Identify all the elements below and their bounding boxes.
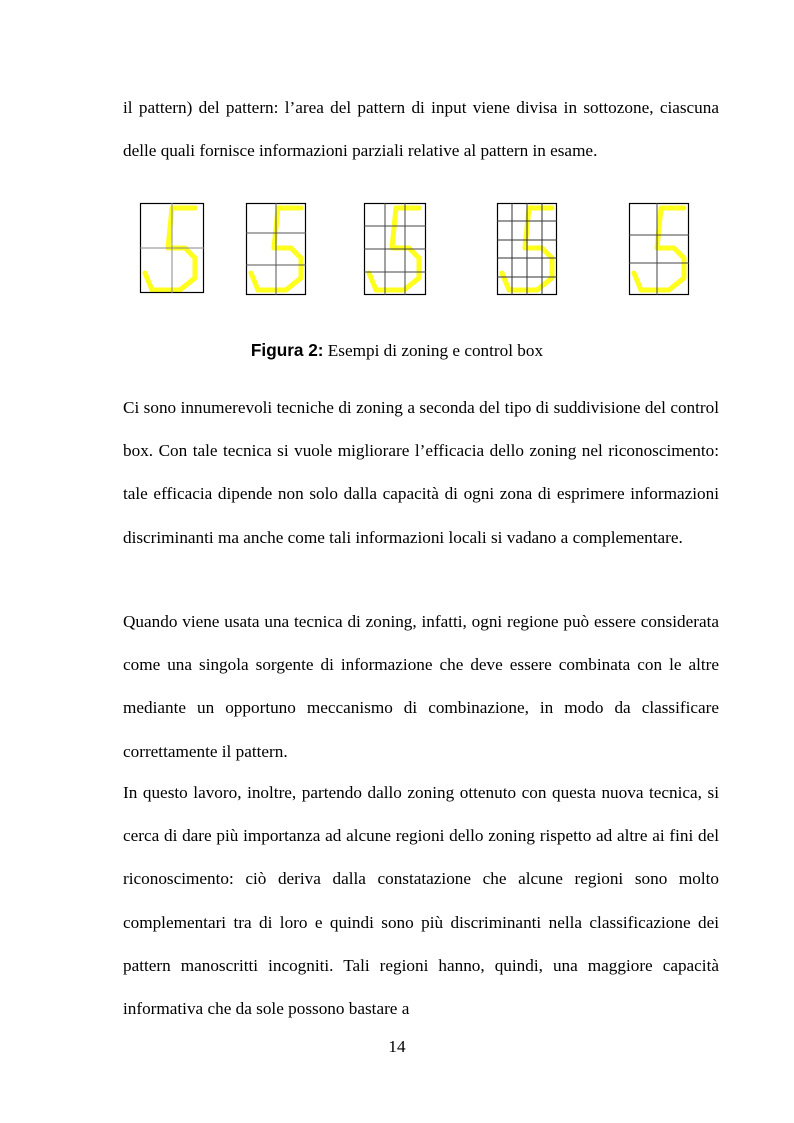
zoning-example-1: [140, 203, 204, 293]
zoning-example-2: [246, 203, 306, 295]
zoning-example-4: [497, 203, 557, 295]
paragraph-intro: il pattern) del pattern: l’area del pattern di input viene divisa in sottozone, ciascuna delle quali fornisce informazioni parziali relative al pattern in esame.: [123, 98, 719, 161]
figure-caption: [0, 340, 794, 361]
zoning-example-2-graphic: [246, 203, 306, 295]
zoning-example-3: [364, 203, 426, 295]
zoning-example-5-graphic: [629, 203, 689, 295]
figure-caption-label: Figura 2:: [250, 340, 324, 360]
figure-caption-text: Esempi di zoning e control box: [323, 341, 544, 360]
figure-zoning-examples: [0, 200, 794, 300]
paragraph-region-weights: In questo lavoro, inoltre, partendo dallo zoning ottenuto con questa nuova tecnica, si cerca di dare più importanza ad alcune regioni dello zoning rispetto ad altre ai fini del riconoscimento: ciò deriva dalla constatazione che alcune regioni sono molto complementari tra di loro e quindi sono più discriminanti nella classificazione dei pattern manoscritti incogniti. Tali regioni hanno, quindi, una maggiore capacità informativa che da sole possono bastare a: [123, 783, 719, 1019]
zoning-example-1-graphic: [140, 203, 204, 293]
paragraph-region-sources: Quando viene usata una tecnica di zoning, infatti, ogni regione può essere considerata come una singola sorgente di informazione che deve essere combinata con le altre mediante un opportuno meccanismo di combinazione, in modo da classificare correttamente il pattern.: [123, 612, 719, 761]
page-number: 14: [388, 1037, 406, 1056]
zoning-example-4-graphic: [497, 203, 557, 295]
zoning-example-3-graphic: [364, 203, 426, 295]
paragraph-zoning-techniques: Ci sono innumerevoli tecniche di zoning a seconda del tipo di suddivisione del control box. Con tale tecnica si vuole migliorare l’efficacia dello zoning nel riconoscimento: tale efficacia dipende non solo dalla capacità di ogni zona di esprimere informazioni discriminanti ma anche come tali informazioni locali si vadano a complementare.: [123, 398, 719, 547]
zoning-example-5: [629, 203, 689, 295]
